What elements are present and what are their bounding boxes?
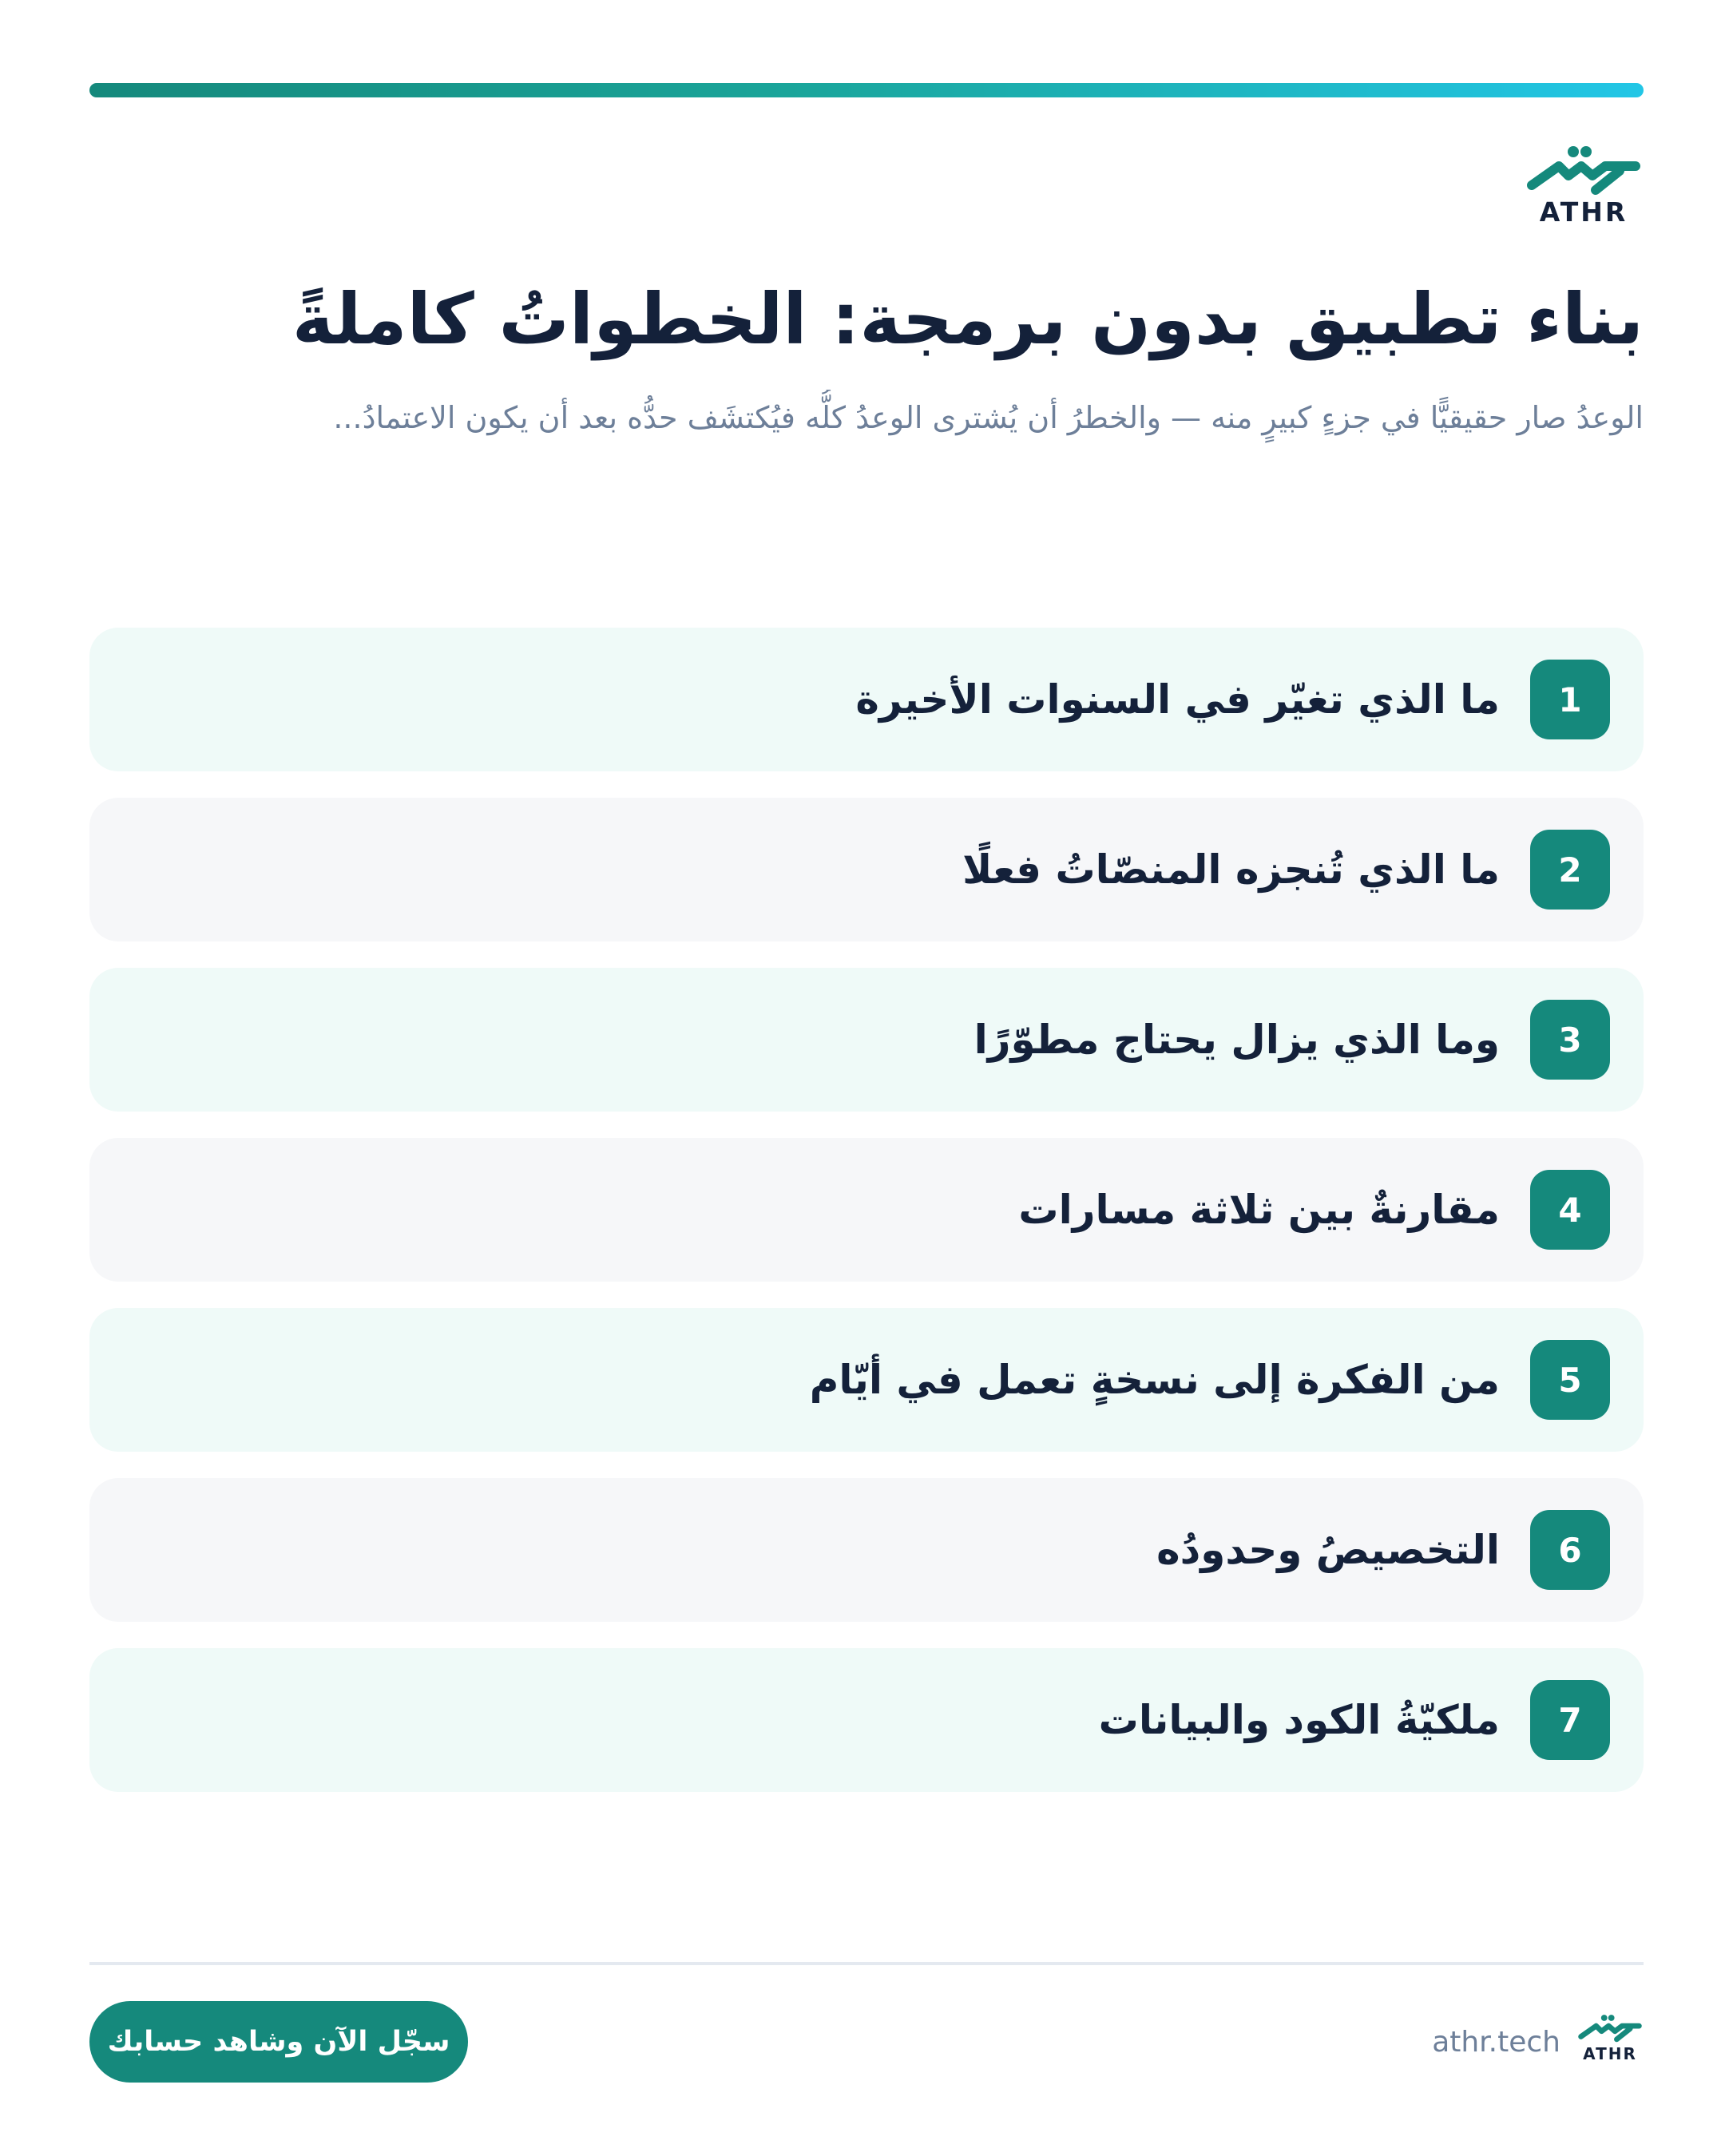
step-number-badge: 3 — [1530, 1000, 1610, 1080]
step-item-4 — [89, 1138, 1644, 1282]
steps-list — [89, 628, 1644, 1818]
step-item-5 — [89, 1308, 1644, 1452]
signup-cta-button[interactable]: سجّل الآن وشاهد حسابك — [89, 2001, 468, 2083]
step-number-badge: 7 — [1530, 1680, 1610, 1760]
top-accent-bar — [89, 83, 1644, 97]
step-number-badge: 6 — [1530, 1510, 1610, 1590]
footer-logo-wordmark: ATHR — [1583, 2044, 1637, 2063]
athr-logo — [1524, 144, 1644, 228]
footer-logo-mark-icon — [1576, 2012, 1644, 2046]
step-label: وما الذي يزال يحتاج مطوّرًا — [974, 1017, 1500, 1063]
step-label: مقارنةٌ بين ثلاثة مسارات — [1018, 1187, 1500, 1233]
step-number-badge: 2 — [1530, 830, 1610, 910]
website-link[interactable]: athr.tech — [1432, 2026, 1560, 2059]
step-label: ما الذي تُنجزه المنصّاتُ فعلًا — [962, 846, 1500, 893]
step-number-badge: 1 — [1530, 660, 1610, 739]
step-label: ملكيّةُ الكود والبيانات — [1098, 1697, 1500, 1743]
page-subtitle: الوعدُ صار حقيقيًّا في جزءٍ كبيرٍ منه — والخطرُ أن يُشترى الوعدُ كلُّه فيُكتشَف حدُّه بعد أن يكون الاعتمادُ... — [333, 400, 1644, 435]
step-number-badge: 4 — [1530, 1170, 1610, 1250]
step-label: ما الذي تغيّر في السنوات الأخيرة — [855, 676, 1500, 723]
footer-divider — [89, 1962, 1644, 1965]
step-item-3 — [89, 968, 1644, 1112]
step-label: التخصيصُ وحدودُه — [1156, 1527, 1500, 1573]
page-title: بناء تطبيق بدون برمجة: الخطواتُ كاملةً — [291, 278, 1644, 360]
step-number-badge: 5 — [1530, 1340, 1610, 1420]
step-item-7 — [89, 1648, 1644, 1792]
step-label: من الفكرة إلى نسخةٍ تعمل في أيّام — [809, 1357, 1500, 1403]
footer-athr-logo — [1576, 2012, 1644, 2063]
step-item-6 — [89, 1478, 1644, 1622]
step-item-2 — [89, 798, 1644, 941]
logo-wordmark: ATHR — [1539, 196, 1628, 228]
step-item-1 — [89, 628, 1644, 771]
athr-logo-mark-icon — [1524, 144, 1644, 200]
